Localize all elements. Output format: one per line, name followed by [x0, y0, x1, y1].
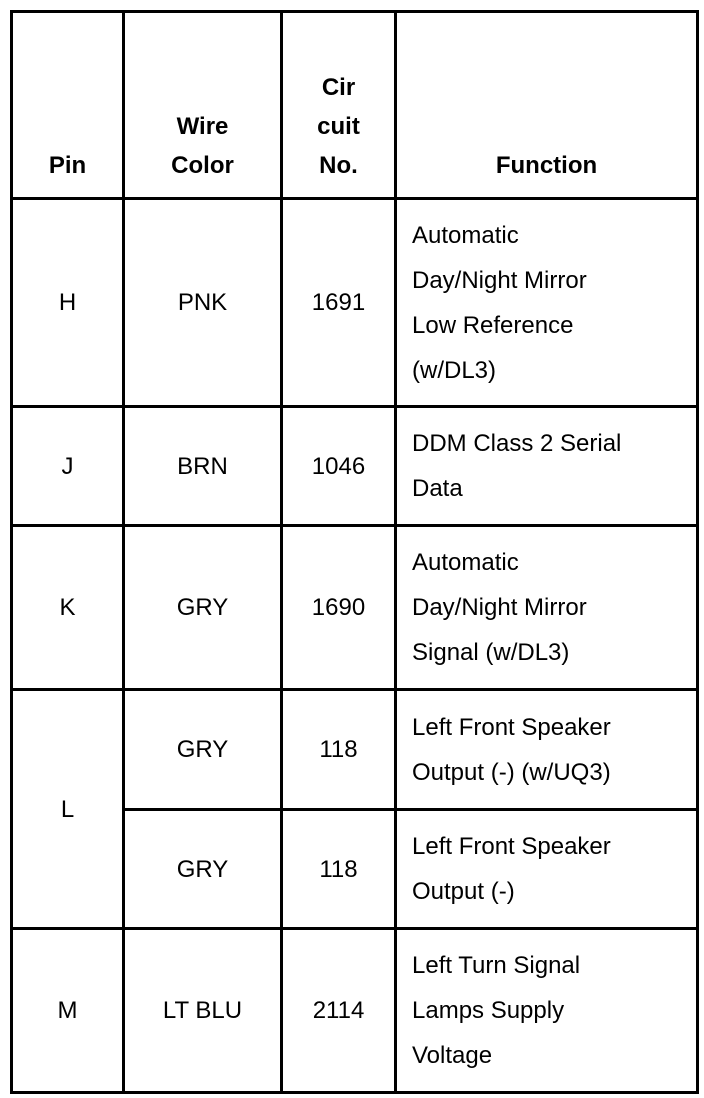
table-row: [12, 199, 698, 407]
table-row: [12, 929, 698, 1093]
function-cell: [396, 929, 698, 1093]
header-pin: Pin: [12, 12, 124, 199]
function-line: Output (-): [412, 878, 515, 905]
wire-color-cell: BRN: [124, 407, 282, 526]
header-wire-color: [124, 12, 282, 199]
circuit-no-cell: 118: [282, 690, 396, 810]
function-line: Lamps Supply: [412, 997, 565, 1024]
circuit-no-cell: 1690: [282, 526, 396, 690]
circuit-no-cell: 2114: [282, 929, 396, 1093]
function-line: Left Front Speaker: [412, 713, 611, 741]
wire-color-cell: GRY: [124, 690, 282, 810]
pin-cell: K: [12, 526, 124, 690]
pin-cell: J: [12, 407, 124, 526]
function-line: DDM Class 2 Serial: [412, 430, 622, 457]
wire-color-cell: PNK: [124, 199, 282, 407]
function-cell: [396, 407, 698, 526]
function-line: Low Reference: [412, 311, 574, 339]
header-wire-color-line-1: Wire: [176, 113, 229, 140]
function-line: Voltage: [412, 1042, 493, 1069]
circuit-no-cell: 1691: [282, 199, 396, 407]
function-line: Output (-) (w/UQ3): [412, 758, 611, 786]
header-function: Function: [396, 12, 698, 199]
function-cell: [396, 199, 698, 407]
wire-color-cell: GRY: [124, 810, 282, 929]
connector-pinout-table: [10, 10, 699, 1094]
function-line: Automatic: [412, 221, 519, 249]
header-circuit-no-line-1: Cir: [321, 74, 356, 101]
function-line: Signal (w/DL3): [412, 639, 570, 666]
function-line: Left Front Speaker: [412, 833, 611, 860]
function-cell: [396, 526, 698, 690]
function-cell: [396, 690, 698, 810]
header-wire-color-line-2: Color: [171, 152, 234, 179]
function-cell: [396, 810, 698, 929]
function-line: Day/Night Mirror: [412, 266, 587, 294]
pin-cell: L: [12, 690, 124, 929]
function-line: Data: [412, 475, 463, 502]
table-row: [12, 407, 698, 526]
function-line: Automatic: [412, 549, 519, 576]
wire-color-cell: GRY: [124, 526, 282, 690]
header-circuit-no-line-3: No.: [319, 152, 358, 179]
circuit-no-cell: 118: [282, 810, 396, 929]
pin-cell: H: [12, 199, 124, 407]
wire-color-cell: LT BLU: [124, 929, 282, 1093]
function-line: Left Turn Signal: [412, 952, 581, 979]
header-circuit-no: [282, 12, 396, 199]
pin-cell: M: [12, 929, 124, 1093]
function-line: Day/Night Mirror: [412, 594, 587, 621]
function-line: (w/DL3): [412, 356, 497, 384]
table-row: [12, 526, 698, 690]
circuit-no-cell: 1046: [282, 407, 396, 526]
table-header-row: [12, 12, 698, 199]
table-row: [12, 690, 698, 810]
header-circuit-no-line-2: cuit: [317, 113, 360, 140]
